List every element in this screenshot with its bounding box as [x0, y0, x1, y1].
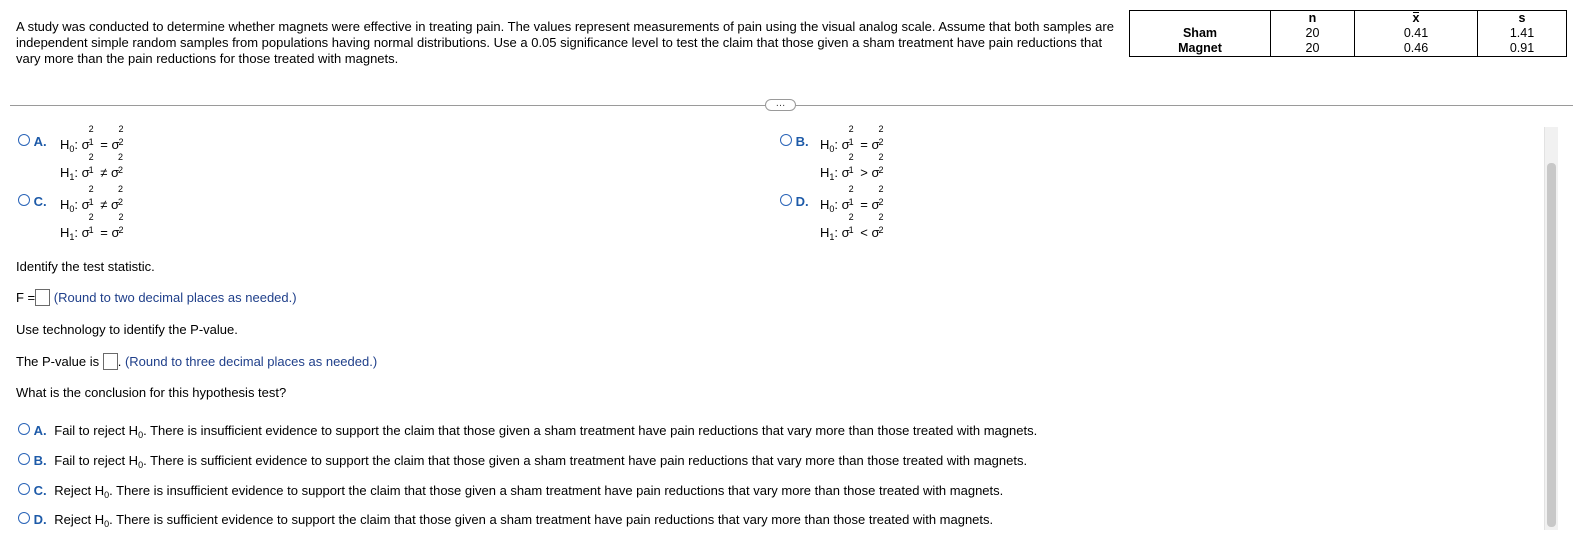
- radio-button[interactable]: [780, 194, 792, 206]
- table-row: [1130, 26, 1567, 41]
- pvalue-prompt: Use technology to identify the P-value.: [16, 322, 238, 337]
- conclusion-option-d[interactable]: [18, 512, 993, 529]
- hypothesis-option-a[interactable]: [18, 134, 47, 149]
- table-header-empty: [1130, 11, 1271, 27]
- pvalue-label: The P-value is: [16, 354, 100, 369]
- f-hint: (Round to two decimal places as needed.): [53, 290, 297, 305]
- radio-button[interactable]: [780, 134, 792, 146]
- option-letter: B.: [33, 453, 47, 468]
- hypothesis-option-b[interactable]: [780, 134, 809, 149]
- cell-s: 0.91: [1478, 41, 1567, 57]
- hypothesis-a-text: [60, 124, 127, 189]
- table-header-s: s: [1478, 11, 1567, 27]
- cell-n: 20: [1271, 26, 1355, 41]
- conclusion-prompt: What is the conclusion for this hypothesis test?: [16, 385, 287, 400]
- option-letter: D.: [795, 194, 809, 209]
- pvalue-row: The P-value is . (Round to three decimal places as needed.): [16, 354, 378, 369]
- conclusion-option-c[interactable]: [18, 483, 1003, 500]
- radio-button[interactable]: [18, 134, 30, 146]
- option-letter: D.: [33, 512, 47, 527]
- data-table: [1129, 10, 1567, 57]
- alternative-hypothesis: $H_1$: σ 2 1 > σ 2 2: [820, 152, 884, 182]
- alternative-hypothesis: $H_1$: σ 2 1 ≠ σ 2 2: [60, 152, 124, 182]
- f-label: F =: [16, 290, 36, 305]
- option-letter: A.: [33, 134, 47, 149]
- hypothesis-option-d[interactable]: [780, 194, 809, 209]
- radio-button[interactable]: [18, 453, 30, 465]
- radio-button[interactable]: [18, 512, 30, 524]
- f-statistic-row: [16, 289, 297, 306]
- problem-statement: A study was conducted to determine whether magnets were effective in treating pain. The values represent measurements of pain using the visual analog scale. Assume that both samples are independent simple random samples from populations having normal distributions. Use a 0.05 significance level to test the claim that those given a sham treatment have pain reductions that vary more than the pain reductions for those treated with magnets.: [16, 19, 1114, 66]
- cell-mean: 0.41: [1355, 26, 1478, 41]
- alternative-hypothesis: $H_1$: σ 2 1 = σ 2 2: [60, 212, 124, 242]
- null-hypothesis: $H_0$: σ 2 1 = σ 2 2: [820, 184, 884, 214]
- option-text: Reject $H_0$. There is insufficient evidence to support the claim that those given a sham treatment have pain reductions that vary more than those treated with magnets.: [54, 483, 1004, 500]
- conclusion-option-a[interactable]: [18, 423, 1037, 440]
- hypothesis-b-text: [820, 124, 887, 189]
- row-label: Sham: [1130, 26, 1271, 41]
- expand-more-button[interactable]: …: [765, 99, 796, 111]
- radio-button[interactable]: [18, 423, 30, 435]
- pvalue-answer-box[interactable]: [103, 353, 118, 370]
- x-bar-symbol: x: [1412, 11, 1420, 25]
- f-answer-box[interactable]: [35, 289, 50, 306]
- radio-button[interactable]: [18, 483, 30, 495]
- option-letter: B.: [795, 134, 809, 149]
- scrollbar-thumb[interactable]: [1547, 163, 1556, 527]
- test-statistic-prompt: Identify the test statistic.: [16, 259, 155, 274]
- option-letter: C.: [33, 483, 47, 498]
- row-label: Magnet: [1130, 41, 1271, 57]
- pvalue-hint: (Round to three decimal places as needed.): [124, 354, 378, 369]
- table-row: [1130, 41, 1567, 57]
- table-header-mean: [1355, 11, 1478, 27]
- option-letter: A.: [33, 423, 47, 438]
- table-header-row: [1130, 11, 1567, 27]
- radio-button[interactable]: [18, 194, 30, 206]
- cell-s: 1.41: [1478, 26, 1567, 41]
- cell-n: 20: [1271, 41, 1355, 57]
- option-letter: C.: [33, 194, 47, 209]
- null-hypothesis: $H_0$: σ 2 1 = σ 2 2: [820, 124, 884, 154]
- alternative-hypothesis: $H_1$: σ 2 1 < σ 2 2: [820, 212, 884, 242]
- option-text: Reject $H_0$. There is sufficient evidence to support the claim that those given a sham treatment have pain reductions that vary more than those treated with magnets.: [54, 512, 994, 529]
- hypothesis-d-text: [820, 184, 887, 249]
- null-hypothesis: $H_0$: σ 2 1 = σ 2 2: [60, 124, 124, 154]
- hypothesis-c-text: [60, 184, 127, 249]
- hypothesis-option-c[interactable]: [18, 194, 47, 209]
- null-hypothesis: $H_0$: σ 2 1 ≠ σ 2 2: [60, 184, 124, 214]
- option-text: Fail to reject $H_0$. There is sufficient evidence to support the claim that those given a sham treatment have pain reductions that vary more than those treated with magnets.: [54, 453, 1028, 470]
- option-text: Fail to reject $H_0$. There is insufficient evidence to support the claim that those given a sham treatment have pain reductions that vary more than those treated with magnets.: [54, 423, 1038, 440]
- conclusion-option-b[interactable]: [18, 453, 1027, 470]
- table-header-n: n: [1271, 11, 1355, 27]
- cell-mean: 0.46: [1355, 41, 1478, 57]
